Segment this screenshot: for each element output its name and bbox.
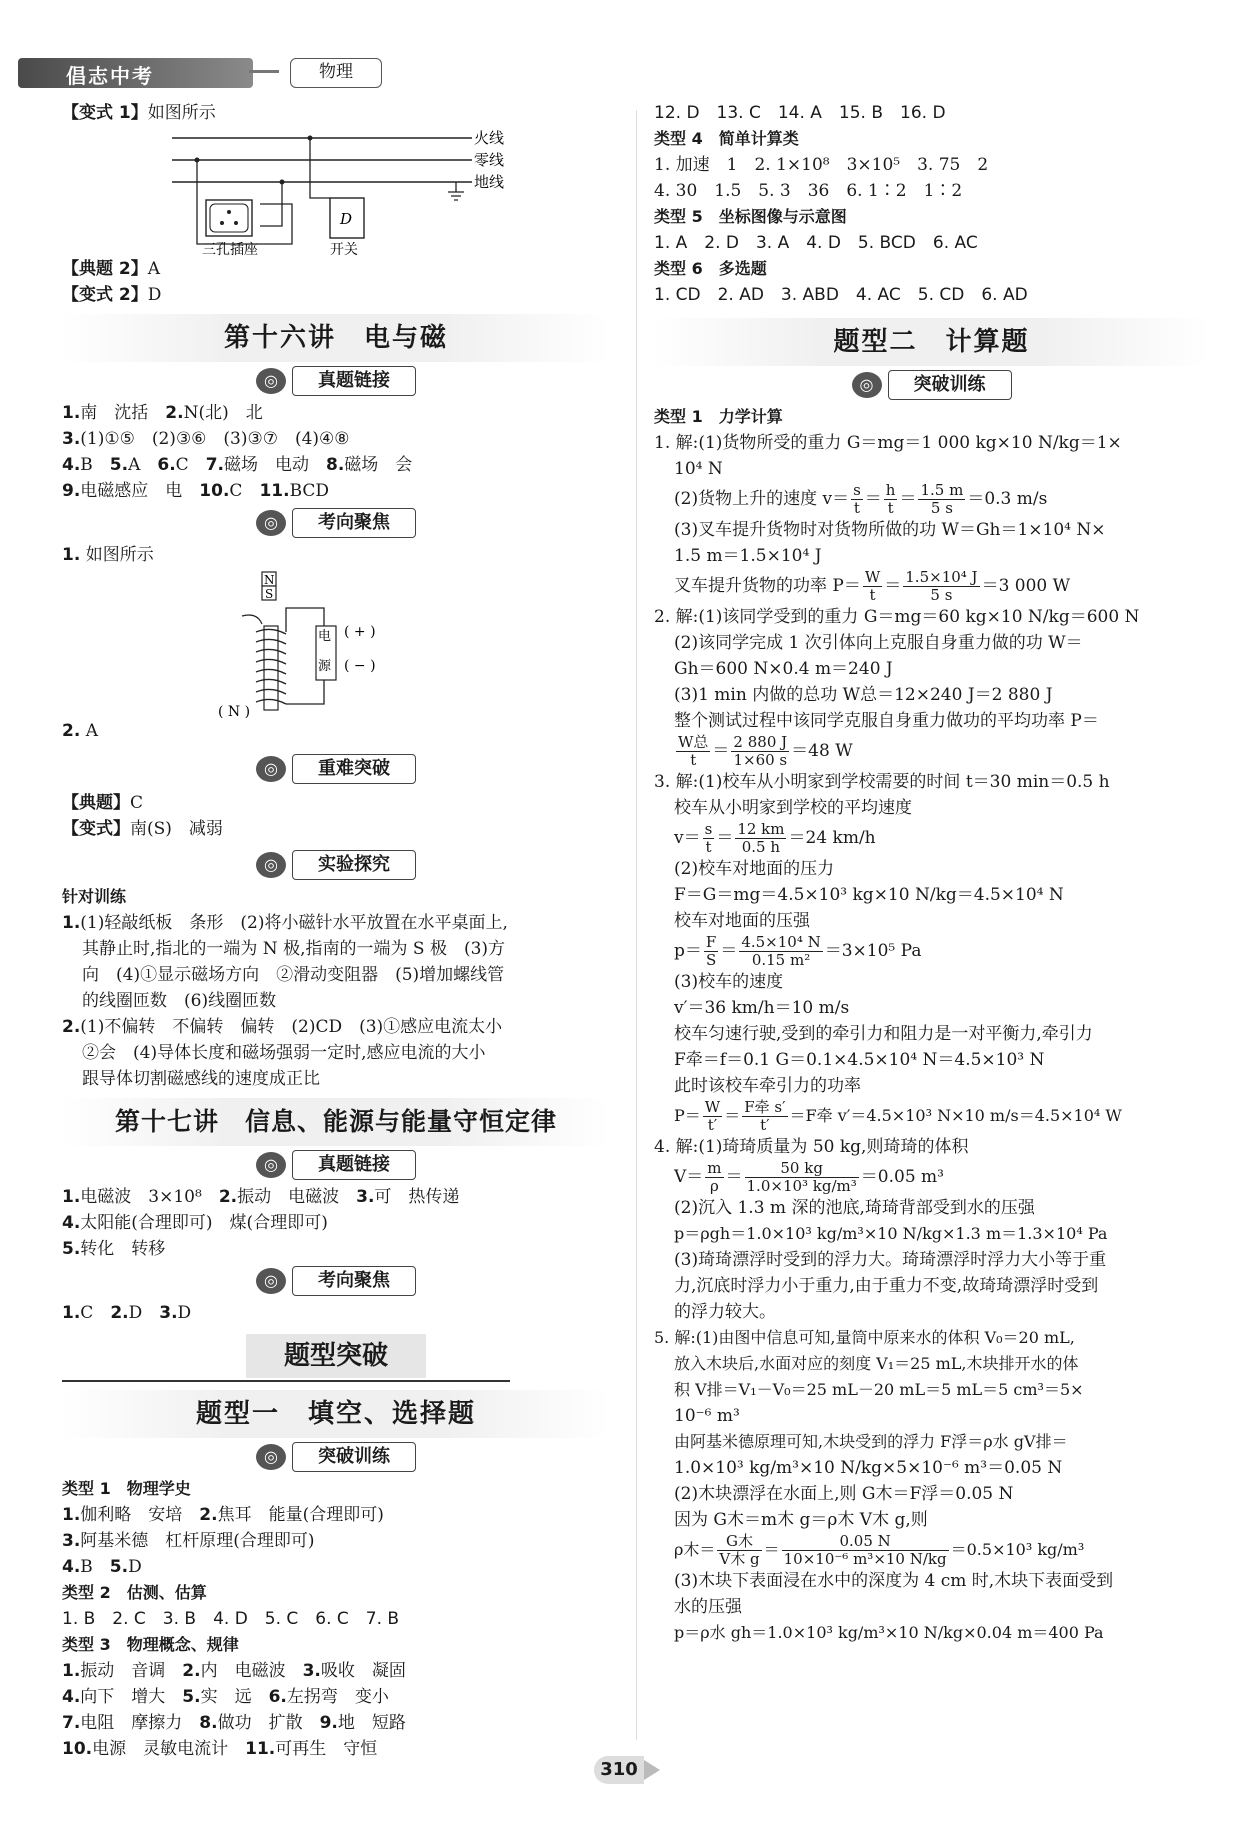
badge-difficulty: ◎ 重难突破 <box>256 754 416 784</box>
q3-line: 校车从小明家到学校的平均速度 <box>674 798 912 818</box>
q2-formula: $\frac{\text{W总}}{t}$ ＝ $\frac{2 880 J}{1\times 60 s}$ ＝48 W <box>678 733 853 769</box>
badge-experiment: ◎ 实验探究 <box>256 850 416 880</box>
svg-text:D: D <box>340 210 353 228</box>
fraction: $\frac{50 kg}{\text{1.0×10³ kg/m³}}$ <box>746 1159 857 1195</box>
answer-line: 1.伽利略 安培 2.焦耳 能量(合理即可) <box>62 1505 384 1525</box>
subject-tag: 物理 <box>290 58 382 88</box>
fraction: $\frac{s}{t}$ <box>853 481 861 517</box>
answer-line: 向 (4)①显示磁场方向 ②滑动变阻器 (5)增加螺线管 <box>82 965 505 985</box>
badge-breakthrough: ◎ 突破训练 <box>852 370 1012 400</box>
type-1-title: 题型一 填空、选择题 <box>62 1390 610 1438</box>
typical-answer: 【典题】C <box>62 793 144 813</box>
fraction: $\frac{0.05 N}{\text{10×10⁻⁶ m³×10 N/kg}}$ <box>783 1532 947 1568</box>
answer-line: 5.转化 转移 <box>62 1239 166 1259</box>
category-3: 类型 3 物理概念、规律 <box>62 1635 239 1654</box>
answer-line: 4.B 5.A 6.C 7.磁场 电动 8.磁场 会 <box>62 455 413 475</box>
target-icon: ◎ <box>256 510 286 536</box>
fraction: $\frac{\text{4.5×10⁴ N}}{\text{0.15 m²}}$ <box>741 933 821 969</box>
answer-line: 2.(1)不偏转 不偏转 偏转 (2)CD (3)①感应电流太小 <box>62 1017 503 1037</box>
variant-1-label: 【变式 1】 <box>62 103 148 123</box>
fraction: $\frac{s}{t}$ <box>704 820 713 856</box>
q4-line: (3)琦琦漂浮时受到的浮力大。琦琦漂浮时浮力大小等于重 <box>674 1250 1107 1270</box>
pole-label: ( N ) <box>218 704 251 718</box>
fraction: $\frac{\text{G木}}{\text{V木 g}}$ <box>719 1532 760 1568</box>
typical-2: 【典题 2】A <box>62 259 161 279</box>
q5-line: 因为 G木＝m木 g＝ρ木 V木 g,则 <box>674 1510 928 1530</box>
section-title: 题型突破 <box>246 1334 426 1378</box>
answer-line: 12. D 13. C 14. A 15. B 16. D <box>654 103 946 123</box>
q4-line: 4. 解:(1)琦琦质量为 50 kg,则琦琦的体积 <box>654 1137 969 1157</box>
target-icon: ◎ <box>256 852 286 878</box>
q1-line: (3)叉车提升货物时对货物所做的功 W＝Gh＝1×10⁴ N× <box>674 520 1106 540</box>
q3-line: F牵＝f＝0.1 G＝0.1×4.5×10⁴ N＝4.5×10³ N <box>674 1050 1045 1070</box>
compass-n-label: N <box>264 573 275 587</box>
q3-line: (3)校车的速度 <box>674 972 784 992</box>
answer-line: 跟导体切割磁感线的速度成正比 <box>82 1069 320 1089</box>
q3-formula: P＝ $\frac{W}{t'}$ ＝ $\frac{\text{F牵 s′}}{t'}$ ＝F牵 v′＝4.5×10³ N×10 m/s＝4.5×10⁴ W <box>674 1098 1122 1134</box>
answer-line: 7.电阻 摩擦力 8.做功 扩散 9.地 短路 <box>62 1713 406 1733</box>
q2-line: 2. 解:(1)该同学受到的重力 G＝mg＝60 kg×10 N/kg＝600 N <box>654 607 1140 627</box>
column-divider <box>636 110 637 1740</box>
left-column <box>62 100 610 1762</box>
q2-line: 整个测试过程中该同学克服自身重力做功的平均功率 P＝ <box>674 711 1099 731</box>
type-2-title: 题型二 计算题 <box>654 318 1209 366</box>
answer-line: 1. A 2. D 3. A 4. D 5. BCD 6. AC <box>654 233 978 253</box>
q3-line: v′＝36 km/h＝10 m/s <box>674 998 850 1018</box>
fraction: $\frac{W}{t}$ <box>864 568 881 604</box>
target-icon: ◎ <box>256 1268 286 1294</box>
q4-line: p＝ρgh＝1.0×10³ kg/m³×10 N/kg×1.3 m＝1.3×10⁴ Pa <box>674 1224 1108 1243</box>
badge-real-exam: ◎ 真题链接 <box>256 366 416 396</box>
fraction: $\frac{W}{t'}$ <box>704 1098 721 1134</box>
q5-formula: ρ木＝ $\frac{\text{G木}}{\text{V木 g}}$ ＝ $\frac{0.05 N}{\text{10×10⁻⁶ m³×10 N/kg}}$ ＝0.5×10³ kg/m³ <box>674 1532 1085 1568</box>
variant-2: 【变式 2】D <box>62 285 162 305</box>
right-column <box>654 100 1209 1646</box>
page-number-text: 310 <box>594 1756 644 1784</box>
fraction: $\frac{F}{S}$ <box>705 933 717 969</box>
answer-line: 1. 如图所示 <box>62 545 154 565</box>
target-icon: ◎ <box>256 1444 286 1470</box>
category-4: 类型 4 简单计算类 <box>654 129 799 148</box>
fraction: $\frac{1.5 m}{5 s}$ <box>920 481 964 517</box>
arrow-right-icon <box>644 1760 660 1780</box>
answer-line: 4.太阳能(合理即可) 煤(合理即可) <box>62 1213 328 1233</box>
category-2: 类型 2 估测、估算 <box>62 1583 207 1602</box>
target-icon: ◎ <box>256 1152 286 1178</box>
minus-label: ( − ) <box>344 658 376 674</box>
fraction: $\frac{\text{F牵 s′}}{t'}$ <box>744 1098 786 1134</box>
answer-line: 9.电磁感应 电 10.C 11.BCD <box>62 481 330 501</box>
answer-line: 4. 30 1.5 5. 3 36 6. 1∶2 1∶2 <box>654 181 963 201</box>
answer-line: 3.(1)①⑤ (2)③⑥ (3)③⑦ (4)④⑧ <box>62 429 350 449</box>
category-1: 类型 1 物理学史 <box>62 1479 191 1498</box>
q5-line: 由阿基米德原理可知,木块受到的浮力 F浮＝ρ水 gV排＝ <box>674 1432 1068 1451</box>
badge-exam-focus: ◎ 考向聚焦 <box>256 508 416 538</box>
answer-line: 1.振动 音调 2.内 电磁波 3.吸收 凝固 <box>62 1661 406 1681</box>
target-icon: ◎ <box>256 756 286 782</box>
household-circuit-diagram <box>152 126 572 256</box>
socket-label: 三孔插座 <box>202 242 258 256</box>
fraction: $\frac{\text{W总}}{t}$ <box>678 733 709 769</box>
category-6: 类型 6 多选题 <box>654 259 767 278</box>
q5-line: 1.0×10³ kg/m³×10 N/kg×5×10⁻⁶ m³＝0.05 N <box>674 1458 1063 1478</box>
logo-text: 倡志中考 <box>66 64 154 88</box>
q4-line: (2)沉入 1.3 m 深的池底,琦琦背部受到水的压强 <box>674 1198 1035 1218</box>
q4-line: 的浮力较大。 <box>674 1302 776 1322</box>
badge-real-exam: ◎ 真题链接 <box>256 1150 416 1180</box>
ground-wire-label: 地线 <box>474 173 505 191</box>
q4-formula: V＝ $\frac{m}{\rho}$ ＝ $\frac{50 kg}{\text{1.0×10³ kg/m³}}$ ＝0.05 m³ <box>674 1159 944 1195</box>
category-5: 类型 5 坐标图像与示意图 <box>654 207 847 226</box>
page-header <box>18 50 378 92</box>
q1-line: 1. 解:(1)货物所受的重力 G＝mg＝1 000 kg×10 N/kg＝1× <box>654 433 1122 453</box>
target-icon: ◎ <box>852 372 882 398</box>
brand-logo <box>18 58 253 88</box>
q1-formula: 叉车提升货物的功率 P＝ $\frac{W}{t}$ ＝ $\frac{\text{1.5×10⁴ J}}{5 s}$ ＝3 000 W <box>674 568 1071 604</box>
section-rule <box>62 1380 510 1382</box>
answer-line: 1. B 2. C 3. B 4. D 5. C 6. C 7. B <box>62 1609 400 1629</box>
arrow-icon <box>242 615 262 624</box>
q5-line: 5. 解:(1)由图中信息可知,量筒中原来水的体积 V₀＝20 mL, <box>654 1328 1075 1347</box>
q3-line: (2)校车对地面的压力 <box>674 859 835 879</box>
answer-line: 其静止时,指北的一端为 N 极,指南的一端为 S 极 (3)方 <box>82 939 506 959</box>
answer-line: 10.电源 灵敏电流计 11.可再生 守恒 <box>62 1739 378 1759</box>
lecture-17-title: 第十七讲 信息、能源与能量守恒定律 <box>62 1098 610 1146</box>
arrow-icon <box>249 70 279 73</box>
q2-line: Gh＝600 N×0.4 m＝240 J <box>674 659 893 679</box>
q1-line: 10⁴ N <box>674 459 723 479</box>
targeted-training-label: 针对训练 <box>62 887 127 906</box>
plus-label: ( + ) <box>344 624 376 640</box>
q3-line: 此时该校车牵引力的功率 <box>674 1076 861 1096</box>
answer-line: 1.南 沈括 2.N(北) 北 <box>62 403 263 423</box>
ground-symbol-icon <box>448 182 464 200</box>
variant-1-text: 如图所示 <box>147 103 216 123</box>
q5-line: 放入木块后,水面对应的刻度 V₁＝25 mL,木块排开水的体 <box>674 1354 1079 1373</box>
three-pin-socket-icon <box>206 200 252 236</box>
switch-wire <box>310 138 330 198</box>
q3-line: 校车匀速行驶,受到的牵引力和阻力是一对平衡力,牵引力 <box>674 1024 1093 1044</box>
fraction: $\frac{12 km}{0.5 h}$ <box>737 820 785 856</box>
q1-line: 1.5 m＝1.5×10⁴ J <box>674 546 822 566</box>
compass-s-label: S <box>265 587 274 601</box>
variant-1 <box>62 100 610 126</box>
q5-line: 水的压强 <box>674 1597 742 1617</box>
q2-line: (3)1 min 内做的总功 W总＝12×240 J＝2 880 J <box>674 685 1053 705</box>
fraction: $\frac{2 880 J}{1\times 60 s}$ <box>733 733 788 769</box>
neutral-wire-label: 零线 <box>474 151 505 169</box>
q2-line: (2)该同学完成 1 次引体向上克服自身重力做的功 W＝ <box>674 633 1083 653</box>
lecture-16-title: 第十六讲 电与磁 <box>62 314 610 362</box>
fraction: $\frac{m}{\rho}$ <box>707 1159 722 1195</box>
answer-line: 1.电磁波 3×10⁸ 2.振动 电磁波 3.可 热传递 <box>62 1187 460 1207</box>
answer-line: 4.B 5.D <box>62 1557 142 1577</box>
answer-line: 1. 加速 1 2. 1×10⁸ 3×10⁵ 3. 75 2 <box>654 155 989 175</box>
q5-line: (3)木块下表面浸在水中的深度为 4 cm 时,木块下表面受到 <box>674 1571 1114 1591</box>
q3-formula: p＝ $\frac{F}{S}$ ＝ $\frac{\text{4.5×10⁴ N}}{\text{0.15 m²}}$ ＝3×10⁵ Pa <box>674 933 922 969</box>
answer-line: 的线圈匝数 (6)线圈匝数 <box>82 991 277 1011</box>
variant-answer: 【变式】南(S) 减弱 <box>62 819 223 839</box>
badge-breakthrough: ◎ 突破训练 <box>256 1442 416 1472</box>
q5-line: (2)木块漂浮在水面上,则 G木＝F浮＝0.05 N <box>674 1484 1014 1504</box>
q1-formula: (2)货物上升的速度 v＝ $\frac{s}{t}$ ＝ $\frac{h}{t}$ ＝ $\frac{1.5 m}{5 s}$ ＝0.3 m/s <box>674 481 1048 517</box>
answer-line: 3.阿基米德 杠杆原理(合理即可) <box>62 1531 315 1551</box>
answer-line: 1. CD 2. AD 3. ABD 4. AC 5. CD 6. AD <box>654 285 1028 305</box>
live-wire-label: 火线 <box>474 129 505 147</box>
answer-line: 2. A <box>62 721 98 741</box>
solenoid-diagram <box>212 568 512 718</box>
q4-line: 力,沉底时浮力小于重力,由于重力不变,故琦琦漂浮时受到 <box>674 1276 1099 1296</box>
calc-category-1: 类型 1 力学计算 <box>654 407 783 426</box>
q3-line: F＝G＝mg＝4.5×10³ kg×10 N/kg＝4.5×10⁴ N <box>674 885 1064 905</box>
q3-line: 校车对地面的压强 <box>674 911 810 931</box>
answer-line: 4.向下 增大 5.实 远 6.左拐弯 变小 <box>62 1687 389 1707</box>
answer-line: ②会 (4)导体长度和磁场强弱一定时,感应电流的大小 <box>82 1043 486 1063</box>
target-icon: ◎ <box>256 368 286 394</box>
switch-label: 开关 <box>330 242 358 256</box>
fraction: $\frac{\text{1.5×10⁴ J}}{5 s}$ <box>905 568 978 604</box>
q3-line: 3. 解:(1)校车从小明家到学校需要的时间 t＝30 min＝0.5 h <box>654 772 1110 792</box>
answer-line: 1.(1)轻敲纸板 条形 (2)将小磁针水平放置在水平桌面上, <box>62 913 508 933</box>
badge-exam-focus: ◎ 考向聚焦 <box>256 1266 416 1296</box>
power-label-1: 电 <box>318 629 332 644</box>
iron-core <box>264 626 278 710</box>
q3-formula: v＝ $\frac{s}{t}$ ＝ $\frac{12 km}{0.5 h}$ ＝24 km/h <box>674 820 876 856</box>
answer-line: 1.C 2.D 3.D <box>62 1303 192 1323</box>
power-label-2: 源 <box>318 659 332 674</box>
q5-line: 10⁻⁶ m³ <box>674 1406 740 1426</box>
fraction: $\frac{h}{t}$ <box>885 481 896 517</box>
q5-line: 积 V排＝V₁－V₀＝25 mL－20 mL＝5 mL＝5 cm³＝5× <box>674 1380 1084 1399</box>
page-number <box>594 1756 664 1786</box>
q5-line: p＝ρ水 gh＝1.0×10³ kg/m³×10 N/kg×0.04 m＝400 Pa <box>674 1623 1104 1642</box>
